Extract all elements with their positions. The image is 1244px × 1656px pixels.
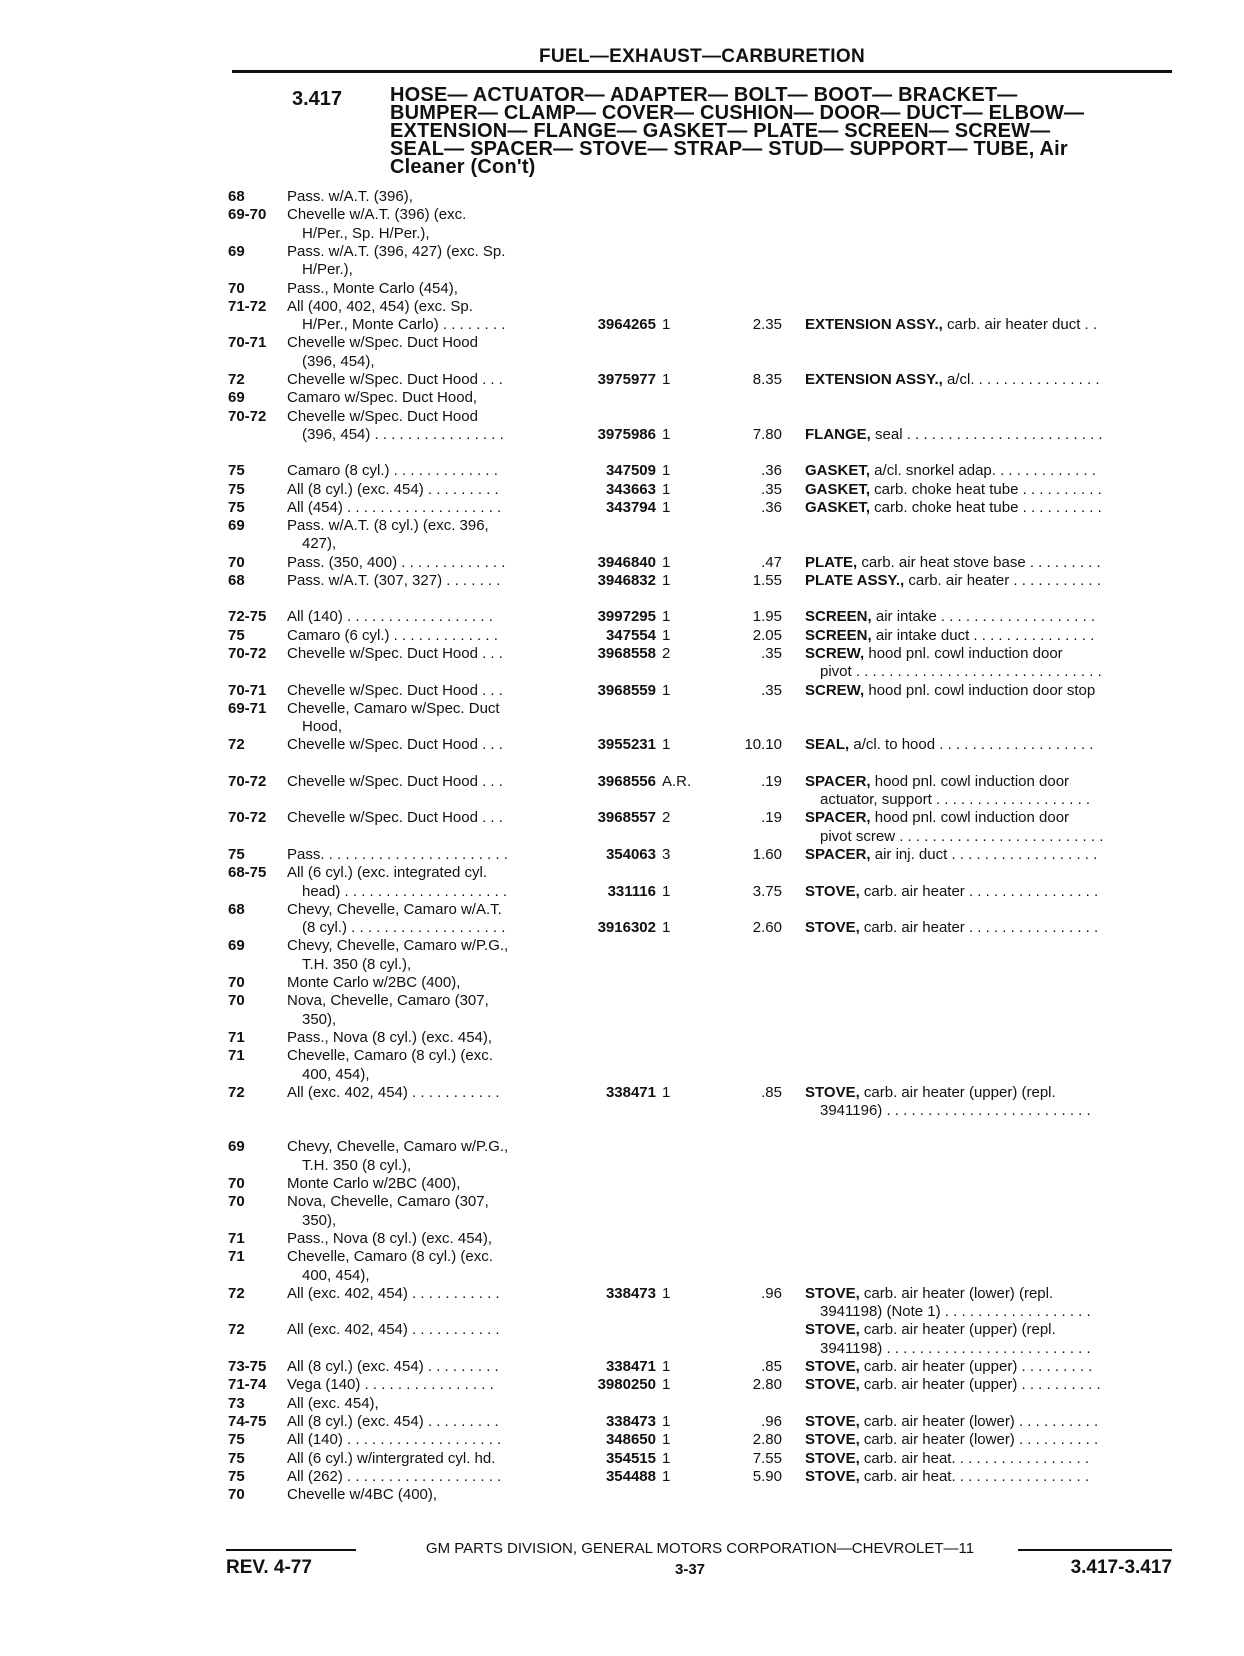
model-year: 71 (228, 1248, 245, 1266)
description-name: STOVE, (805, 1358, 860, 1375)
application: T.H. 350 (8 cyl.), (302, 955, 412, 973)
footer-rule-left (226, 1549, 356, 1551)
description (805, 1084, 1172, 1101)
description-detail: carb. air heater (lower) . . . . . . . . . . (859, 1431, 1099, 1449)
part-number: 347509 (605, 462, 656, 480)
price: 1.60 (752, 845, 782, 863)
part-number: 3968559 (597, 681, 656, 699)
description-name: PLATE ASSY., (805, 572, 905, 589)
application: Chevelle w/Spec. Duct Hood (287, 407, 478, 425)
description-detail: hood pnl. cowl induction door stop (864, 681, 1096, 699)
application: Pass., Nova (8 cyl.) (exc. 454), (287, 1028, 493, 1046)
description-name: STOVE, (805, 1431, 860, 1449)
footer-revision: REV. 4-77 (226, 1557, 312, 1578)
description-detail: a/cl. snorkel adap. . . . . . . . . . . . . (870, 462, 1096, 480)
price: .85 (761, 1358, 782, 1375)
description-detail: a/cl. . . . . . . . . . . . . . . . (942, 371, 1100, 388)
application: Camaro w/Spec. Duct Hood, (287, 389, 478, 407)
application: Pass., Nova (8 cyl.) (exc. 454), (287, 1229, 493, 1247)
model-year: 72 (228, 1083, 245, 1101)
model-year: 70-72 (228, 407, 267, 425)
part-number: 338471 (605, 1083, 656, 1101)
description-detail: pivot screw . . . . . . . . . . . . . . . . . . . . . . . . . (820, 827, 1104, 845)
application: Pass. w/A.T. (307, 327) . . . . . . . (287, 572, 501, 589)
part-number: 3968558 (597, 644, 656, 662)
description-detail: a/cl. to hood . . . . . . . . . . . . . . . . . . . (849, 736, 1094, 754)
application: Monte Carlo w/2BC (400), (287, 974, 461, 991)
description-detail: air intake duct . . . . . . . . . . . . . . . (871, 626, 1095, 644)
description-detail: carb. air heater . . . . . . . . . . . . . . . . (859, 919, 1099, 937)
quantity: 1 (662, 1376, 671, 1394)
description-detail: actuator, support . . . . . . . . . . . . . . . . . . . (820, 791, 1091, 808)
application: All (140) . . . . . . . . . . . . . . . . . . (287, 608, 493, 626)
model-year: 72 (228, 1321, 245, 1339)
quantity: 1 (662, 736, 671, 754)
application: Chevelle w/Spec. Duct Hood . . . (287, 371, 503, 388)
application: Chevy, Chevelle, Camaro w/P.G., (287, 1138, 509, 1156)
quantity: 1 (662, 371, 671, 388)
quantity: 1 (662, 1083, 671, 1101)
part-number: 354515 (605, 1449, 656, 1467)
application: All (8 cyl.) (exc. 454) . . . . . . . . . (287, 480, 499, 498)
price: 2.05 (752, 626, 782, 644)
description-detail: carb. choke heat tube . . . . . . . . . . (870, 498, 1102, 516)
description-detail: carb. air heater (lower) . . . . . . . . . . (859, 1412, 1099, 1430)
application: Chevelle, Camaro (8 cyl.) (exc. (287, 1248, 493, 1266)
application: All (454) . . . . . . . . . . . . . . . . . . . (287, 498, 502, 516)
model-year: 75 (228, 1431, 245, 1449)
footer-publisher: GM PARTS DIVISION, GENERAL MOTORS CORPORATION—CHEVROLET—11 (425, 1540, 975, 1557)
application: H/Per.), (302, 261, 353, 279)
description-detail: carb. air heater (lower) (repl. (859, 1284, 1054, 1302)
description-name: SCREEN, (805, 626, 872, 644)
description-name: GASKET, (805, 462, 871, 480)
application: Chevelle w/Spec. Duct Hood . . . (287, 809, 503, 827)
description-detail: carb. air heater . . . . . . . . . . . . . . . . (859, 882, 1099, 900)
price: 2.60 (752, 919, 782, 937)
price: 10.10 (744, 736, 782, 754)
model-year: 75 (228, 1449, 245, 1467)
price: .35 (761, 480, 782, 498)
model-year: 72 (228, 371, 245, 388)
model-year: 70 (228, 1193, 245, 1211)
application: Chevelle w/Spec. Duct Hood . . . (287, 681, 503, 699)
part-number: 3997295 (597, 608, 656, 626)
application: All (exc. 402, 454) . . . . . . . . . . . (287, 1321, 500, 1339)
price: 2.35 (752, 316, 782, 334)
application: Chevelle w/A.T. (396) (exc. (287, 206, 467, 224)
description (805, 426, 1172, 443)
application: Vega (140) . . . . . . . . . . . . . . . . (287, 1376, 494, 1394)
model-year: 70 (228, 279, 245, 297)
application: Pass. w/A.T. (396), (287, 188, 413, 205)
application: Chevelle w/Spec. Duct Hood (287, 334, 478, 352)
description-detail: 3941198) . . . . . . . . . . . . . . . . . . . . . . . . . (820, 1339, 1091, 1357)
model-year: 69-71 (228, 699, 267, 717)
description (805, 1358, 1172, 1375)
description (805, 608, 1172, 625)
part-number: 348650 (605, 1431, 656, 1449)
model-year: 75 (228, 626, 245, 644)
price: 2.80 (752, 1431, 782, 1449)
part-number: 3980250 (597, 1376, 656, 1394)
application: All (8 cyl.) (exc. 454) . . . . . . . . . (287, 1358, 499, 1375)
application: Hood, (302, 718, 343, 736)
description (805, 645, 1172, 662)
price: 7.80 (752, 425, 782, 443)
application: 350), (302, 1010, 337, 1028)
description (805, 1468, 1172, 1485)
quantity: 1 (662, 1284, 671, 1302)
application: All (400, 402, 454) (exc. Sp. (287, 297, 473, 315)
model-year: 69 (228, 937, 245, 955)
description (805, 736, 1172, 753)
model-year: 75 (228, 1467, 245, 1485)
model-year: 69 (228, 242, 245, 260)
description-detail: carb. air heat. . . . . . . . . . . . . . . . . (859, 1467, 1089, 1485)
model-year: 75 (228, 845, 245, 863)
group-title (390, 86, 1150, 176)
price: .19 (761, 772, 782, 790)
part-number: 3964265 (597, 316, 656, 334)
application: Chevelle w/4BC (400), (287, 1486, 438, 1504)
application: 350), (302, 1211, 337, 1229)
part-number: 343663 (605, 480, 656, 498)
price: 1.55 (752, 572, 782, 589)
model-year: 70-71 (228, 681, 267, 699)
part-number: 354488 (605, 1467, 656, 1485)
description-name: SCREW, (805, 644, 865, 662)
description (805, 1431, 1172, 1448)
description (805, 554, 1172, 571)
description-name: STOVE, (805, 1412, 860, 1430)
group-number: 3.417 (292, 88, 343, 110)
quantity: 1 (662, 316, 671, 334)
application: All (exc. 402, 454) . . . . . . . . . . . (287, 1083, 500, 1101)
part-number: 338471 (605, 1358, 656, 1375)
application: Chevelle, Camaro w/Spec. Duct (287, 699, 500, 717)
application: All (6 cyl.) w/intergrated cyl. hd. (287, 1449, 496, 1467)
application: Camaro (6 cyl.) . . . . . . . . . . . . . (287, 626, 498, 644)
model-year: 68 (228, 188, 245, 205)
model-year: 69 (228, 1138, 245, 1156)
description-detail: pivot . . . . . . . . . . . . . . . . . . . . . . . . . . . . . . (820, 663, 1102, 681)
model-year: 71 (228, 1047, 245, 1065)
part-number: 3946832 (597, 572, 656, 589)
application: H/Per., Sp. H/Per.), (302, 224, 430, 242)
description-detail: carb. air heat. . . . . . . . . . . . . . . . . (859, 1449, 1089, 1467)
part-number: 3975977 (597, 371, 656, 388)
description (805, 809, 1172, 826)
application: 400, 454), (302, 1065, 370, 1083)
quantity: 2 (662, 644, 671, 662)
application: All (140) . . . . . . . . . . . . . . . . . . . (287, 1431, 502, 1449)
description (805, 883, 1172, 900)
price: 7.55 (752, 1449, 782, 1467)
price: .36 (761, 498, 782, 516)
model-year: 70 (228, 974, 245, 991)
description (805, 481, 1172, 498)
application: (396, 454) . . . . . . . . . . . . . . . . (302, 425, 504, 443)
description (805, 1450, 1172, 1467)
application: Chevelle w/Spec. Duct Hood . . . (287, 772, 503, 790)
description (805, 682, 1172, 699)
model-year: 69-70 (228, 206, 267, 224)
quantity: 1 (662, 1412, 671, 1430)
description-detail: 3941196) . . . . . . . . . . . . . . . . . . . . . . . . . (820, 1102, 1091, 1120)
quantity: 3 (662, 845, 671, 863)
description (805, 919, 1172, 936)
top-rule (232, 70, 1172, 73)
application: Chevelle w/Spec. Duct Hood . . . (287, 644, 503, 662)
model-year: 73-75 (228, 1358, 267, 1375)
application: H/Per., Monte Carlo) . . . . . . . . (302, 316, 506, 334)
model-year: 71-74 (228, 1376, 267, 1394)
description (805, 316, 1172, 333)
model-year: 69 (228, 389, 245, 407)
description-detail: carb. air heater duct . . (942, 316, 1098, 334)
model-year: 70-72 (228, 644, 267, 662)
description (805, 773, 1172, 790)
model-year: 72-75 (228, 608, 267, 626)
part-number: 338473 (605, 1284, 656, 1302)
application: Chevy, Chevelle, Camaro w/A.T. (287, 900, 502, 918)
quantity: 1 (662, 498, 671, 516)
model-year: 70-72 (228, 772, 267, 790)
description-detail: carb. air heater (upper) . . . . . . . . . (859, 1358, 1093, 1375)
price: 2.80 (752, 1376, 782, 1394)
description-detail: air inj. duct . . . . . . . . . . . . . . . . . . (870, 845, 1098, 863)
part-number: 3975986 (597, 425, 656, 443)
description (805, 1413, 1172, 1430)
description (820, 1303, 1172, 1320)
description-name: SEAL, (805, 736, 850, 754)
application: All (8 cyl.) (exc. 454) . . . . . . . . . (287, 1412, 499, 1430)
model-year: 72 (228, 736, 245, 754)
footer-group-range: 3.417-3.417 (1070, 1557, 1172, 1578)
description (820, 1102, 1172, 1119)
price: .35 (761, 681, 782, 699)
description (820, 1340, 1172, 1357)
quantity: 1 (662, 626, 671, 644)
part-number: 3968557 (597, 809, 656, 827)
quantity: 1 (662, 1431, 671, 1449)
part-number: 354063 (605, 845, 656, 863)
price: .36 (761, 462, 782, 480)
description-detail: hood pnl. cowl induction door (870, 772, 1070, 790)
description-name: STOVE, (805, 1321, 860, 1339)
description-detail: air intake . . . . . . . . . . . . . . . . . . . (871, 608, 1096, 626)
description-detail: hood pnl. cowl induction door (870, 809, 1070, 827)
price: 8.35 (752, 371, 782, 388)
group-title-line: Cleaner (Con't) (390, 156, 536, 178)
description-name: EXTENSION ASSY., (805, 316, 943, 334)
description-name: STOVE, (805, 1284, 860, 1302)
price: .85 (761, 1083, 782, 1101)
description (805, 1376, 1172, 1393)
application: All (6 cyl.) (exc. integrated cyl. (287, 864, 488, 882)
description (820, 828, 1172, 845)
model-year: 71 (228, 1229, 245, 1247)
section-title: FUEL—EXHAUST—CARBURETION (539, 46, 865, 67)
application: All (262) . . . . . . . . . . . . . . . . . . . (287, 1467, 502, 1485)
price: 5.90 (752, 1467, 782, 1485)
application: Chevy, Chevelle, Camaro w/P.G., (287, 937, 509, 955)
description-name: GASKET, (805, 498, 871, 516)
part-number: 3955231 (597, 736, 656, 754)
description (805, 499, 1172, 516)
quantity: 1 (662, 882, 671, 900)
application: Monte Carlo w/2BC (400), (287, 1175, 461, 1192)
application: head) . . . . . . . . . . . . . . . . . . . . (302, 882, 508, 900)
part-number: 347554 (605, 626, 656, 644)
description (805, 1321, 1172, 1338)
part-number: 3946840 (597, 553, 656, 571)
application: Pass., Monte Carlo (454), (287, 279, 458, 297)
description (805, 462, 1172, 479)
quantity: 1 (662, 462, 671, 480)
price: .19 (761, 809, 782, 827)
description-detail: hood pnl. cowl induction door (864, 644, 1063, 662)
application: Nova, Chevelle, Camaro (307, (287, 992, 489, 1010)
price: .96 (761, 1412, 782, 1430)
quantity: 1 (662, 1358, 671, 1375)
quantity: 1 (662, 919, 671, 937)
quantity: 1 (662, 608, 671, 626)
description-name: STOVE, (805, 1449, 860, 1467)
price: .96 (761, 1284, 782, 1302)
model-year: 68 (228, 572, 245, 589)
part-number: 3916302 (597, 919, 656, 937)
quantity: 1 (662, 480, 671, 498)
model-year: 70-72 (228, 809, 267, 827)
application: Pass. w/A.T. (8 cyl.) (exc. 396, (287, 517, 489, 535)
description-detail: carb. air heat stove base . . . . . . . . . (857, 553, 1101, 571)
model-year: 71-72 (228, 297, 267, 315)
application: 427), (302, 535, 337, 553)
description (805, 627, 1172, 644)
application: Chevelle w/Spec. Duct Hood . . . (287, 736, 503, 754)
description-detail: carb. air heater (upper) (repl. (859, 1083, 1056, 1101)
model-year: 74-75 (228, 1412, 267, 1430)
description-name: SPACER, (805, 772, 871, 790)
application: Pass. . . . . . . . . . . . . . . . . . . . . . . (287, 845, 508, 863)
model-year: 75 (228, 462, 245, 480)
quantity: 1 (662, 1449, 671, 1467)
description-name: PLATE, (805, 553, 858, 571)
description-name: STOVE, (805, 882, 860, 900)
description (805, 371, 1172, 388)
model-year: 70-71 (228, 334, 267, 352)
description-detail: seal . . . . . . . . . . . . . . . . . . . . . . . . (870, 425, 1103, 443)
description-name: SCREW, (805, 681, 865, 699)
description (820, 791, 1172, 808)
description (805, 846, 1172, 863)
application: T.H. 350 (8 cyl.), (302, 1156, 412, 1174)
application: 400, 454), (302, 1266, 370, 1284)
group-title-line: EXTENSION— FLANGE— GASKET— PLATE— SCREEN— SCREW— (390, 120, 1051, 142)
price: 1.95 (752, 608, 782, 626)
quantity: 1 (662, 1467, 671, 1485)
model-year: 70 (228, 992, 245, 1010)
application: Nova, Chevelle, Camaro (307, (287, 1193, 489, 1211)
description-name: FLANGE, (805, 425, 871, 443)
application: Pass. w/A.T. (396, 427) (exc. Sp. (287, 242, 506, 260)
description-name: SPACER, (805, 809, 871, 827)
model-year: 71 (228, 1028, 245, 1046)
model-year: 70 (228, 1486, 245, 1504)
part-number: 331116 (607, 882, 656, 900)
quantity: A.R. (662, 772, 692, 790)
model-year: 72 (228, 1284, 245, 1302)
model-year: 75 (228, 480, 245, 498)
footer-rule-right (1018, 1549, 1172, 1551)
application: Camaro (8 cyl.) . . . . . . . . . . . . . (287, 462, 498, 480)
part-number: 338473 (605, 1412, 656, 1430)
price: 3.75 (752, 882, 782, 900)
description (805, 1285, 1172, 1302)
description-name: STOVE, (805, 1376, 860, 1394)
group-title-line: BUMPER— CLAMP— COVER— CUSHION— DOOR— DUCT— ELBOW— (390, 102, 1085, 124)
quantity: 1 (662, 572, 671, 589)
group-title-line: SEAL— SPACER— STOVE— STRAP— STUD— SUPPORT— TUBE, Air (390, 138, 1068, 160)
part-number: 3968556 (597, 772, 656, 790)
description-name: GASKET, (805, 480, 871, 498)
part-number: 343794 (605, 498, 656, 516)
model-year: 68-75 (228, 864, 267, 882)
quantity: 2 (662, 809, 671, 827)
quantity: 1 (662, 425, 671, 443)
footer-page-number: 3-37 (674, 1561, 706, 1578)
description-name: SPACER, (805, 845, 871, 863)
description (805, 572, 1172, 589)
model-year: 73 (228, 1394, 245, 1412)
price: .47 (761, 553, 782, 571)
description-name: STOVE, (805, 1467, 860, 1485)
application: (8 cyl.) . . . . . . . . . . . . . . . . . . . (302, 919, 506, 937)
group-title-line: HOSE— ACTUATOR— ADAPTER— BOLT— BOOT— BRACKET— (390, 84, 1018, 106)
application: All (exc. 454), (287, 1394, 379, 1412)
model-year: 68 (228, 900, 245, 918)
description-detail: carb. air heater (upper) . . . . . . . . . . (859, 1376, 1101, 1394)
description-detail: carb. air heater . . . . . . . . . . . (904, 572, 1101, 589)
description-name: EXTENSION ASSY., (805, 371, 943, 388)
description-name: STOVE, (805, 1083, 860, 1101)
quantity: 1 (662, 553, 671, 571)
application: Pass. (350, 400) . . . . . . . . . . . . . (287, 553, 506, 571)
description (820, 663, 1172, 680)
model-year: 75 (228, 498, 245, 516)
application: Chevelle, Camaro (8 cyl.) (exc. (287, 1047, 493, 1065)
application: All (exc. 402, 454) . . . . . . . . . . . (287, 1284, 500, 1302)
description-detail: 3941198) (Note 1) . . . . . . . . . . . . . . . . . . (820, 1303, 1091, 1321)
price: .35 (761, 644, 782, 662)
description-detail: carb. choke heat tube . . . . . . . . . . (870, 480, 1102, 498)
description-name: SCREEN, (805, 608, 872, 626)
description-detail: carb. air heater (upper) (repl. (859, 1321, 1056, 1339)
model-year: 69 (228, 517, 245, 535)
quantity: 1 (662, 681, 671, 699)
description-name: STOVE, (805, 919, 860, 937)
model-year: 70 (228, 1175, 245, 1192)
model-year: 70 (228, 553, 245, 571)
application: (396, 454), (302, 352, 375, 370)
